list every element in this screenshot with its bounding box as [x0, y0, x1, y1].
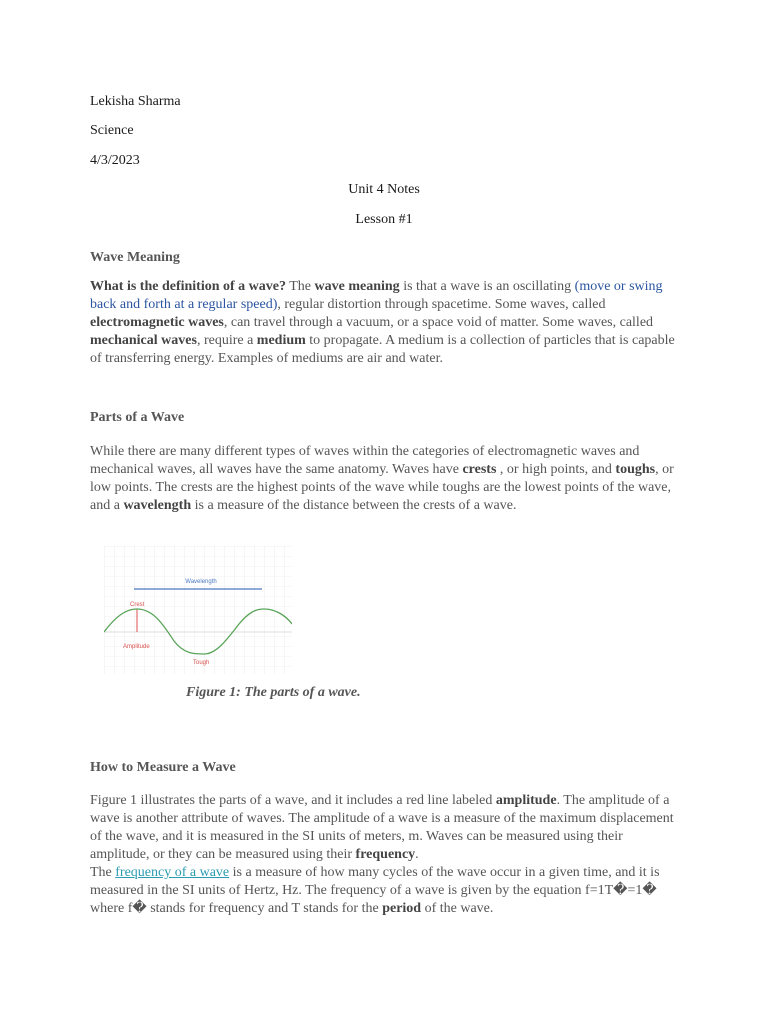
text-run: While there are many different types of waves within the categories of electromagnetic waves and mechanical waves, all waves have the same anatomy. Waves have	[90, 444, 640, 477]
text-run: The	[286, 279, 315, 294]
term-wave-meaning: wave meaning	[314, 279, 400, 294]
term-toughs: toughs	[615, 462, 656, 477]
author-name: Lekisha Sharma	[90, 94, 181, 109]
paragraph-parts-of-wave	[90, 443, 680, 515]
lesson-number: Lesson #1	[355, 212, 413, 227]
wave-diagram-figure	[104, 546, 292, 674]
text-run: Figure 1 illustrates the parts of a wave, and it includes a red line labeled	[90, 793, 496, 808]
figure-caption: Figure 1: The parts of a wave.	[186, 685, 361, 700]
term-wavelength: wavelength	[123, 498, 192, 513]
date-line: 4/3/2023	[90, 153, 140, 168]
section-heading-wave-meaning: Wave Meaning	[90, 250, 180, 265]
text-run: to propagate. A medium is a collection of particles that is capable of transferring energy. Examples of mediums are air and water.	[90, 333, 675, 366]
text-run: , or high points, and	[496, 462, 616, 477]
section-heading-measure-wave: How to Measure a Wave	[90, 760, 236, 775]
document-title: Unit 4 Notes	[348, 182, 420, 197]
text-run: is a measure of how many cycles of the wave occur in a given time, and it is measured in the SI units of Hertz, Hz. The frequency of a wave is given by the equation f=1T�=1� where f� stands for frequency and T stands for the	[90, 865, 660, 916]
term-medium: medium	[256, 333, 306, 348]
question-text: What is the definition of a wave?	[90, 279, 286, 294]
text-run: , require a	[196, 333, 257, 348]
text-run: , or low points. The crests are the highest points of the wave while toughs are the lowest points of the wave, and a	[90, 462, 674, 513]
definition-highlight: (move or swing back and forth at a regular speed)	[90, 279, 663, 312]
term-electromagnetic: electromagnetic waves	[90, 315, 224, 330]
text-run: of the wave.	[421, 901, 494, 916]
paragraph-measure-wave	[90, 792, 680, 918]
crest-label: Crest	[130, 602, 145, 608]
term-amplitude: amplitude	[495, 793, 557, 808]
frequency-link[interactable]: frequency of a wave	[115, 865, 230, 880]
term-crests: crests	[462, 462, 497, 477]
section-heading-parts-of-wave: Parts of a Wave	[90, 410, 185, 425]
wavelength-label: Wavelength	[185, 579, 217, 585]
text-run: .	[415, 847, 419, 862]
paragraph-wave-meaning	[90, 278, 680, 368]
trough-label: Tough	[193, 660, 210, 666]
text-run: The	[90, 865, 116, 880]
text-run: , can travel through a vacuum, or a space void of matter. Some waves, called	[223, 315, 654, 330]
text-run: is a measure of the distance between the crests of a wave.	[191, 498, 517, 513]
text-run: , regular distortion through spacetime. Some waves, called	[277, 297, 606, 312]
text-run: . The amplitude of a wave is another attribute of waves. The amplitude of a wave is a measure of the maximum displacement of the wave, and it is measured in the SI units of meters, m. Waves can be measured using their amplitude, or they can be measured using their	[90, 793, 674, 862]
term-period: period	[382, 901, 422, 916]
term-mechanical: mechanical waves	[90, 333, 197, 348]
subject-line: Science	[90, 123, 134, 138]
term-frequency: frequency	[355, 847, 416, 862]
amplitude-label: Amplitude	[123, 644, 150, 650]
text-run: is that a wave is an oscillating	[399, 279, 575, 294]
